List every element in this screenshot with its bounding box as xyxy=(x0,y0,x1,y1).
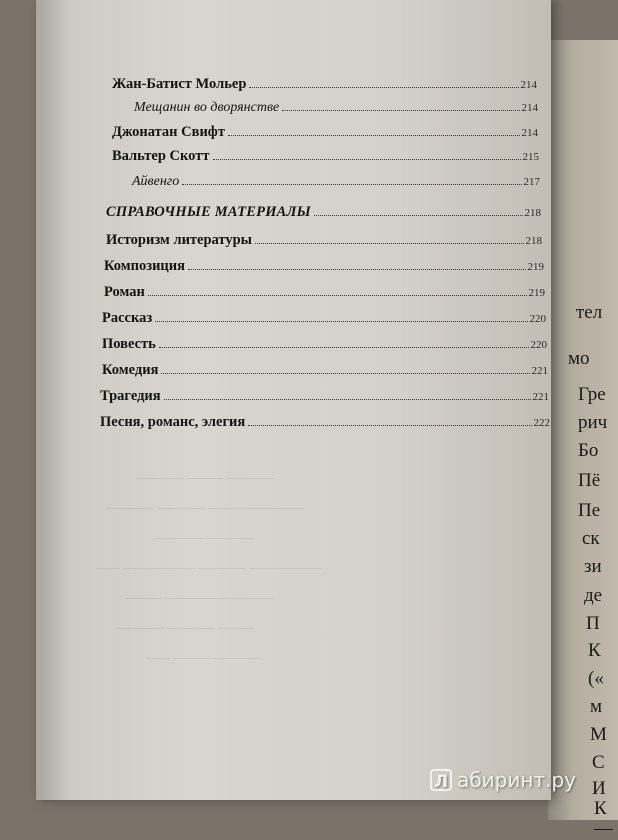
toc-entry xyxy=(132,172,540,192)
toc-section-heading xyxy=(106,202,541,223)
toc-entry-page: 218 xyxy=(525,235,542,247)
adjacent-text: зи xyxy=(584,556,602,577)
dot-leader xyxy=(213,159,521,160)
dot-leader xyxy=(155,321,527,322)
toc-entry xyxy=(100,386,549,407)
toc-entry-title: Повесть xyxy=(102,336,156,352)
toc-entry xyxy=(134,98,538,118)
toc-entry-title: Жан-Батист Мольер xyxy=(112,76,247,92)
toc-entry-page: 222 xyxy=(533,417,550,429)
dot-leader xyxy=(159,347,529,348)
toc-entry xyxy=(112,74,537,95)
toc-entry-page: 220 xyxy=(529,313,546,325)
toc-entry xyxy=(102,334,547,355)
adjacent-text: С xyxy=(592,752,605,773)
toc-entry-page: 217 xyxy=(523,176,540,188)
adjacent-text: (« xyxy=(588,668,604,689)
adjacent-text: тел xyxy=(576,302,603,323)
toc-entry xyxy=(112,146,539,167)
toc-entry-title: Роман xyxy=(104,284,145,300)
toc-entry-page: 214 xyxy=(521,102,538,114)
show-through-text: ———————— ———— ———— xyxy=(106,500,304,514)
toc-entry-title: Мещанин во дворянстве xyxy=(134,100,280,115)
adjacent-text: Гре xyxy=(578,384,606,405)
show-through-text: ———— ——— ———— xyxy=(136,470,274,484)
adjacent-text: ск xyxy=(582,528,600,549)
toc-entry xyxy=(102,308,546,329)
dot-leader xyxy=(164,399,531,400)
adjacent-text: К xyxy=(594,798,607,819)
toc-entry-page: 218 xyxy=(524,207,541,219)
toc-entry-title: Трагедия xyxy=(100,388,161,404)
adjacent-text: М xyxy=(590,724,607,745)
toc-entry-page: 215 xyxy=(522,151,539,163)
adjacent-text: П xyxy=(586,613,600,634)
dot-leader xyxy=(249,87,518,88)
toc-entry xyxy=(100,412,550,433)
toc-entry-title: Джонатан Свифт xyxy=(112,124,225,140)
adjacent-text: де xyxy=(584,585,603,606)
book-page xyxy=(36,0,551,800)
show-through-text: ——— ———— ———— xyxy=(116,620,254,634)
toc-entry xyxy=(102,360,548,381)
adjacent-text: Бо xyxy=(578,440,599,461)
toc-entry xyxy=(106,230,542,251)
toc-entry xyxy=(104,282,545,303)
dot-leader xyxy=(282,110,519,111)
show-through-text: —————— ———— —————— —— xyxy=(96,560,321,574)
toc-entry-title: Историзм литературы xyxy=(106,232,252,248)
toc-entry-page: 214 xyxy=(521,127,538,139)
toc-entry-page: 221 xyxy=(532,391,549,403)
dot-leader xyxy=(161,373,529,374)
dot-leader xyxy=(182,184,521,185)
toc-entry-title: Рассказ xyxy=(102,310,153,326)
toc-entry-page: 214 xyxy=(520,79,537,91)
toc-entry-page: 219 xyxy=(527,261,544,273)
show-through-text: ———— ———— xyxy=(156,530,255,544)
toc-entry-title: Вальтер Скотт xyxy=(112,148,210,164)
toc-entry-page: 220 xyxy=(530,339,547,351)
labirint-watermark xyxy=(430,768,576,792)
toc-entry xyxy=(104,256,544,277)
dot-leader xyxy=(255,243,524,244)
adjacent-text: мо xyxy=(568,348,590,369)
toc-entry-title: СПРАВОЧНЫЕ МАТЕРИАЛЫ xyxy=(106,204,311,220)
dot-leader xyxy=(188,269,526,270)
adjacent-text: Пё xyxy=(578,470,601,491)
adjacent-text: И xyxy=(592,778,606,799)
show-through-text: ————————— ——— xyxy=(126,590,273,604)
toc-entry-title: Песня, романс, элегия xyxy=(100,414,246,430)
toc-entry-title: Комедия xyxy=(102,362,159,378)
watermark-text: абиринт.ру xyxy=(457,768,576,792)
toc-entry-page: 221 xyxy=(531,365,548,377)
dot-leader xyxy=(248,425,531,426)
labirint-logo-icon: Л xyxy=(430,769,452,791)
adjacent-text: К xyxy=(588,640,601,661)
toc-entry-title: Айвенго xyxy=(132,174,180,189)
toc-entry-page: 219 xyxy=(528,287,545,299)
dot-leader xyxy=(148,295,527,296)
dot-leader xyxy=(314,215,523,216)
adjacent-text: Пе xyxy=(578,500,601,521)
toc-entry-title: Композиция xyxy=(104,258,185,274)
adjacent-text: рич xyxy=(578,412,608,433)
toc-entry xyxy=(112,122,538,143)
adjacent-page xyxy=(548,40,618,839)
show-through-text: ———— ——— —— xyxy=(146,650,260,664)
adjacent-text: — xyxy=(594,818,613,839)
dot-leader xyxy=(228,135,520,136)
adjacent-text: м xyxy=(590,696,603,717)
